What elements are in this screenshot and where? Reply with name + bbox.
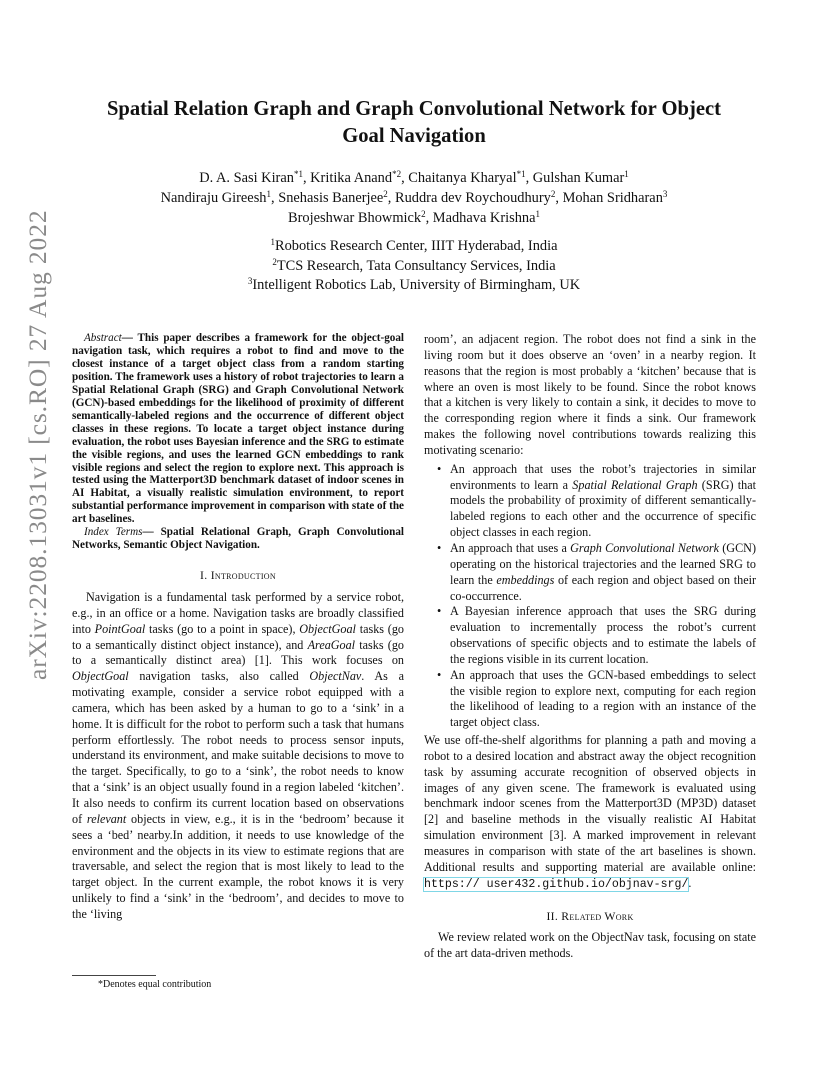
author-list	[70, 168, 758, 228]
author-line-1: D. A. Sasi Kiran$^{*1}$, Kritika Anand$^{*2}$, Chaitanya Kharyal$^{*1}$, Gulshan Kumar$^1$	[199, 169, 629, 186]
contribution-item: • An approach that uses the GCN-based embeddings to select the visible region to explore next, computing for each region the likelihood of leading to a region with an instance of the target object class.	[450, 668, 756, 731]
author-line-2: Nandiraju Gireesh$^1$, Snehasis Banerjee$^2$, Ruddra dev Roychoudhury$^2$, Mohan Sridharan$^3$	[160, 189, 668, 206]
index-terms	[72, 526, 404, 552]
abstract	[72, 332, 404, 526]
affiliation-3: $^3$Intelligent Robotics Lab, University of Birmingham, UK	[247, 276, 581, 293]
index-terms-label: Index Terms	[84, 526, 143, 539]
section-heading-introduction: I. Introduction	[200, 569, 276, 583]
intro-continued	[424, 332, 756, 962]
right-column	[424, 332, 756, 962]
contribution-item: • A Bayesian inference approach that uses the SRG during evaluation to incrementally process the robot’s current observations of specific objects and to estimate the labels of the regions visible in its current location.	[450, 604, 756, 667]
contribution-list	[424, 462, 756, 731]
index-terms-text: — Spatial Relational Graph, Graph Convolutional Networks, Semantic Object Navigation.	[72, 526, 404, 552]
intro-paragraph-continued: room’, an adjacent region. The robot does not find a sink in the living room but it does observe an ‘oven’ in a nearby region. It reasons that the region is most probably a ‘kitchen’ because that is where an oven is most likely to be found. Since the robot knows that a kitchen is very likely to contain a sink, it decides to move to the corresponding region where it finds a sink. Our framework makes the following novel contributions towards realizing this motivating scenario:	[424, 332, 756, 457]
title-line-2: Goal Navigation	[342, 125, 486, 147]
arxiv-identifier-stamp: arXiv:2208.13031v1 [cs.RO] 27 Aug 2022	[23, 209, 52, 680]
affiliation-1: $^1$Robotics Research Center, IIIT Hyderabad, India	[270, 237, 558, 254]
affiliation-list	[70, 237, 758, 296]
paper-title	[70, 96, 758, 150]
related-work-paragraph: We review related work on the ObjectNav task, focusing on state of the art data-driven methods.	[424, 930, 756, 961]
closing-paragraph: We use off-the-shelf algorithms for planning a path and moving a robot to a desired location and abstract away the object recognition task by assuming accurate recognition of observed objects in images of any given scene. The framework is evaluated using benchmark indoor scenes from the Matterport3D (MP3D) dataset [2] and baseline methods in the visually realistic AI Habitat simulation environment [3]. A marked improvement in relevant measures in comparison with state of the art baselines is shown. Additional results and supporting material are available online: https:// user432.github.io/objnav-srg/.	[424, 733, 756, 891]
author-line-3: Brojeshwar Bhowmick$^2$, Madhava Krishna$^1$	[288, 209, 540, 226]
abstract-label: Abstract	[84, 332, 122, 344]
title-line-1: Spatial Relation Graph and Graph Convolutional Network for Object	[106, 98, 722, 120]
project-link[interactable]: https:// user432.github.io/objnav-srg/	[424, 877, 689, 891]
affiliation-2: $^2$TCS Research, Tata Consultancy Services, India	[272, 256, 556, 274]
section-heading-related-work: II. Related Work	[546, 909, 634, 923]
contribution-item: • An approach that uses the robot’s trajectories in similar environments to learn a Spatial Relational Graph (SRG) that models the probability of proximity of different semantically-labeled regions to each other and the occurrence of specific object classes in each region.	[450, 462, 756, 541]
footnote-rule	[72, 975, 156, 976]
footnote: *Denotes equal contribution	[98, 979, 212, 990]
intro-paragraph: Navigation is a fundamental task performed by a service robot, e.g., in an office or a home. Navigation tasks are broadly classified into PointGoal tasks (go to a point in space), ObjectGoal tasks (go to a semantically distinct object instance), and AreaGoal tasks (go to a semantically distinct area) [1]. This work focuses on ObjectGoal navigation tasks, also called ObjectNav. As a motivating example, consider a service robot equipped with a camera, which has been asked by a human to go to a ‘sink’ in a home. It is difficult for the robot to perform such a task that humans perform effortlessly. The robot needs to process sensor inputs, understand its environment, and make suitable decisions to move to the target. Specifically, to go to a ‘sink’, the robot needs to know that a ‘sink’ is an object usually found in a region labeled ‘kitchen’. It also needs to confirm its current location based on observations of relevant objects in view, e.g., it is in the ‘bedroom’ because it sees a ‘bed’ nearby.In addition, it needs to use knowledge of the environment and the objects in its view to estimate regions that are traversable, and select the region that is most likely to lead to the target object. In the current example, the robot knows it is very unlikely to find a ‘sink’ in the ‘bedroom’, and decides to move to the ‘living	[72, 590, 404, 921]
left-column	[72, 332, 404, 923]
contribution-item: • An approach that uses a Graph Convolutional Network (GCN) operating on the historical trajectories and the learned SRG to learn the embeddings of each region and object based on their co-occurrence.	[450, 541, 756, 604]
abstract-text: — This paper describes a framework for the object-goal navigation task, which requires a robot to find and move to the closest instance of a target object class from a random starting position. The framework uses a history of robot trajectories to learn a Spatial Relational Graph (SRG) and Graph Convolutional Network (GCN)-based embeddings for the likelihood of proximity of different semantically-labeled regions and the occurrence of different object classes in these regions. To locate a target object instance during evaluation, the robot uses Bayesian inference and the SRG to estimate the visible regions, and uses the learned GCN embeddings to rank visible regions and select the region to explore next. This approach is tested using the Matterport3D benchmark dataset of indoor scenes in AI Habitat, a visually realistic simulation environment, to report substantial performance improvement in comparison with state of the art baselines.	[72, 332, 404, 526]
